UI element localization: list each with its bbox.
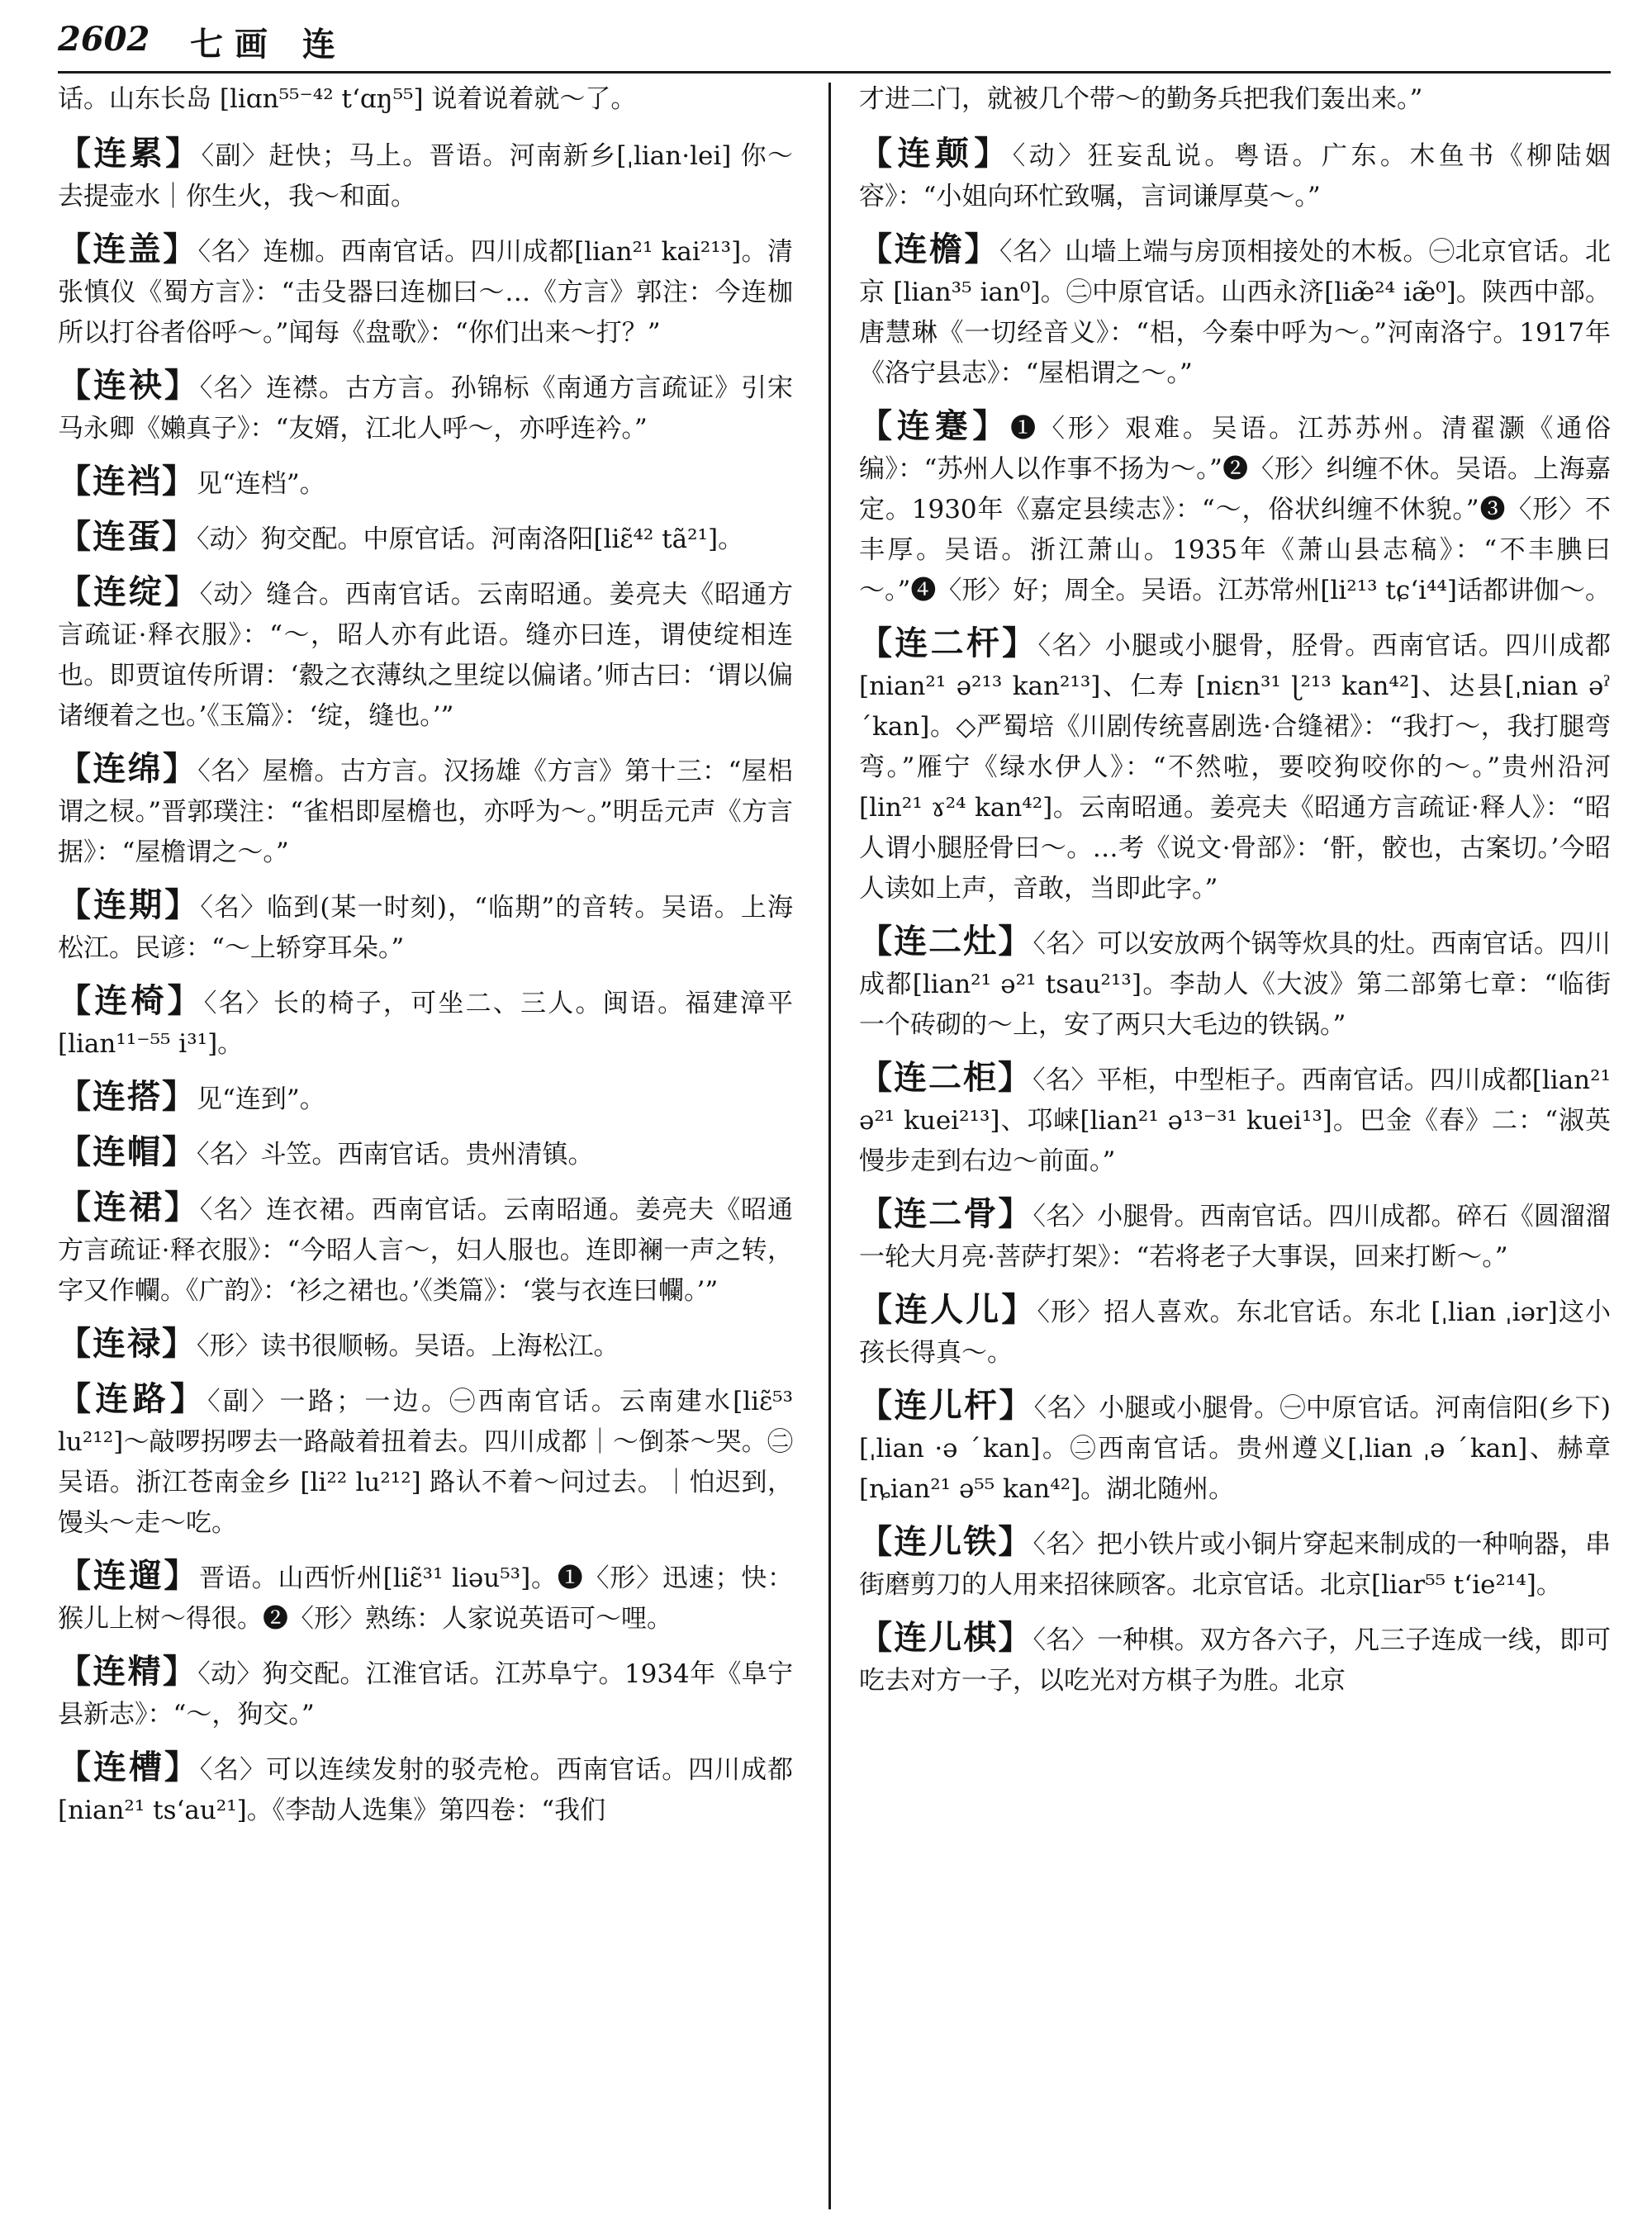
left-column: [58, 79, 793, 2218]
dictionary-entry: [58, 133, 793, 217]
entry-headword: 【连盖】: [58, 230, 198, 268]
entry-definition: 〈名〉斗笠。西南官话。贵州清镇。: [197, 1140, 594, 1170]
dictionary-entry: [58, 1076, 793, 1120]
entry-definition: 〈形〉招人喜欢。东北官话。东北 [ˌlian ˌiər]这小孩长得真～。: [859, 1298, 1611, 1368]
entry-definition: 〈副〉一路；一边。㊀西南官话。云南建水[liɛ̃⁵³ lu²¹²]～敲啰拐啰去一路敲着扭着去。四川成都｜～倒茶～哭。㊁吴语。浙江苍南金乡 [li²² lu²¹²] 路认不着～问过去。｜怕迟到，馒头～走～吃。: [58, 1387, 793, 1538]
entry-definition: 〈名〉小腿或小腿骨，胫骨。西南官话。四川成都[nian²¹ ə²¹³ kan²¹³]、仁寿 [niɛn³¹ ɭ²¹³ kan⁴²]、达县[ˌnian əˀ ˊkan]。◇严蜀培《川剧传统喜剧选·合缝裙》：“我打～，我打腿弯弯。”雁宁《绿水伊人》：“不然啦，要咬狗咬你的～。”贵州沿河 [lin²¹ ɤ²⁴ kan⁴²]。云南昭通。姜亮夫《昭通方言疏证·释人》：“昭人谓小腿胫骨曰～。…考《说文·骨部》：‘骭，骹也，古案切。’今昭人读如上声，音敢，当即此字。”: [859, 631, 1611, 904]
entry-continuation: [859, 79, 1611, 120]
dictionary-entry: [58, 1747, 793, 1831]
page-title: 七画 连: [190, 25, 347, 64]
entry-headword: 【连禄】: [58, 1324, 197, 1363]
entry-definition: 〈名〉连枷。西南官话。四川成都[lian²¹ kai²¹³]。清张慎仪《蜀方言》：“击殳器曰连枷曰～…《方言》郭注：今连枷所以打谷者俗呼～。”闻每《盘歌》：“你们出来～打？”: [58, 237, 793, 348]
entry-definition: 〈名〉把小铁片或小铜片穿起来制成的一种响器，串街磨剪刀的人用来招徕顾客。北京官话。北京[liar⁵⁵ tʻie²¹⁴]。: [859, 1530, 1611, 1600]
entry-definition: 〈名〉一种棋。双方各六子，凡三子连成一线，即可吃去对方一子，以吃光对方棋子为胜。北京: [859, 1625, 1611, 1696]
entry-headword: 【连搭】: [58, 1077, 197, 1116]
dictionary-entry: [859, 1617, 1611, 1701]
entry-headword: 【连绵】: [58, 749, 198, 788]
dictionary-entry: [58, 516, 793, 560]
dictionary-entry: [58, 885, 793, 969]
entry-definition: ❶〈形〉艰难。吴语。江苏苏州。清翟灏《通俗编》：“苏州人以作事不扬为～。”❷〈形〉纠缠不休。吴语。上海嘉定。1930年《嘉定县续志》：“～，俗状纠缠不休貌。”❸〈形〉不丰厚。吴语。浙江萧山。1935年《萧山县志稿》：“不丰腆曰～。”❹〈形〉好；周全。吴语。江苏常州[li²¹³ tɕʻi⁴⁴]话都讲伽～。: [859, 414, 1611, 605]
page-header: [58, 17, 1611, 74]
entry-definition: 〈名〉小腿或小腿骨。㊀中原官话。河南信阳(乡下)[ˌlian ·ə ˊkan]。㊁西南官话。贵州遵义[ˌlian ˌə ˊkan]、赫章 [ȵian²¹ ə⁵⁵ kan⁴²]。湖北随州。: [859, 1393, 1611, 1504]
page-number: 2602: [58, 20, 150, 59]
dictionary-entry: [58, 748, 793, 873]
entry-definition: 见“连到”。: [197, 1084, 325, 1114]
entry-headword: 【连裙】: [58, 1188, 200, 1226]
entry-headword: 【连椅】: [58, 981, 204, 1020]
entry-definition: 〈副〉赶快；马上。晋语。河南新乡[ˌlian·lei] 你～去提壶水｜你生火，我～和面。: [58, 141, 793, 211]
entry-headword: 【连袂】: [58, 366, 200, 405]
dictionary-entry: [859, 133, 1611, 217]
dictionary-entry: [859, 406, 1611, 611]
dictionary-entry: [859, 623, 1611, 909]
dictionary-entry: [58, 1187, 793, 1312]
entry-headword: 【连路】: [58, 1379, 208, 1418]
entry-headword: 【连蛋】: [58, 517, 197, 556]
entry-headword: 【连帽】: [58, 1132, 197, 1171]
entry-headword: 【连裆】: [58, 462, 197, 501]
entry-definition: 〈动〉狗交配。中原官话。河南洛阳[liɛ̃⁴² tã²¹]。: [197, 524, 744, 554]
dictionary-entry: [859, 1521, 1611, 1606]
entry-headword: 【连二骨】: [859, 1194, 1033, 1233]
dictionary-entry: [58, 229, 793, 353]
dictionary-entry: [859, 1289, 1611, 1374]
entry-definition: 〈名〉长的椅子，可坐二、三人。闽语。福建漳平[lian¹¹⁻⁵⁵ i³¹]。: [58, 989, 793, 1059]
entry-headword: 【连二杆】: [859, 624, 1038, 662]
dictionary-entry: [58, 980, 793, 1065]
dictionary-entry: [58, 365, 793, 449]
entry-headword: 【连儿杆】: [859, 1386, 1034, 1425]
dictionary-entry: [58, 1378, 793, 1544]
entry-definition: 〈名〉山墙上端与房顶相接处的木板。㊀北京官话。北京 [lian³⁵ ian⁰]。㊁中原官话。山西永济[liæ̃²⁴ iæ̃⁰]。陕西中部。唐慧琳《一切经音义》：“梠，今秦中呼为～。”河南洛宁。1917年《洛宁县志》：“屋梠谓之～。”: [859, 237, 1611, 388]
entry-definition: 晋语。山西忻州[liɛ̃³¹ liəu⁵³]。❶〈形〉迅速；快：猴儿上树～得很。❷〈形〉熟练：人家说英语可～哩。: [58, 1563, 793, 1634]
entry-definition: 〈名〉平柜，中型柜子。西南官话。四川成都[lian²¹ ə²¹ kuei²¹³]、邛崃[lian²¹ ə¹³⁻³¹ kuei¹³]。巴金《春》二：“淑英慢步走到右边～前面。”: [859, 1065, 1611, 1176]
dictionary-entry: [58, 1651, 793, 1735]
entry-headword: 【连累】: [58, 134, 202, 173]
dictionary-entry: [58, 572, 793, 737]
entry-headword: 【连槽】: [58, 1748, 200, 1786]
entry-headword: 【连绽】: [58, 572, 200, 611]
entry-definition: 见“连档”。: [197, 469, 325, 499]
entry-definition: 〈形〉读书很顺畅。吴语。上海松江。: [197, 1331, 620, 1361]
entry-headword: 【连遛】: [58, 1556, 200, 1595]
dictionary-entry: [58, 1555, 793, 1639]
dictionary-entry: [859, 921, 1611, 1046]
entry-headword: 【连蹇】: [859, 406, 1011, 445]
dictionary-entry: [58, 1323, 793, 1367]
dictionary-entry: [58, 1132, 793, 1175]
entry-definition: 〈动〉狗交配。江淮官话。江苏阜宁。1934年《阜宁县新志》：“～，狗交。”: [58, 1659, 793, 1729]
right-column: [859, 79, 1611, 2218]
entry-definition: 〈动〉缝合。西南官话。云南昭通。姜亮夫《昭通方言疏证·释衣服》：“～，昭人亦有此语。缝亦曰连，谓使绽相连也。即贾谊传所谓：‘縠之衣薄纨之里绽以偏诸。’师古曰：‘谓以偏诸缏着之也。’《玉篇》：‘绽，缝也。’”: [58, 580, 793, 731]
dictionary-entry: [859, 1193, 1611, 1278]
dictionary-entry: [58, 461, 793, 505]
dictionary-entry: [859, 1385, 1611, 1510]
entry-definition: 〈名〉临到(某一时刻)，“临期”的音转。吴语。上海松江。民谚：“～上轿穿耳朵。”: [58, 893, 793, 963]
entry-headword: 【连期】: [58, 885, 201, 924]
entry-headword: 【连儿棋】: [859, 1618, 1033, 1657]
entry-definition: 〈名〉连衣裙。西南官话。云南昭通。姜亮夫《昭通方言疏证·释衣服》：“今昭人言～，妇人服也。连即襕一声之转，字又作幱。《广韵》：‘衫之裙也。’《类篇》：‘裳与衣连曰幱。’”: [58, 1195, 793, 1306]
entry-definition: 〈名〉连襟。古方言。孙锦标《南通方言疏证》引宋马永卿《嬾真子》：“友婿，江北人呼～，亦呼连衿。”: [58, 373, 793, 444]
column-divider: [828, 83, 831, 2209]
entry-headword: 【连儿铁】: [859, 1522, 1033, 1561]
entry-headword: 【连精】: [58, 1652, 198, 1691]
entry-definition: 〈名〉可以安放两个锅等炊具的灶。西南官话。四川成都[lian²¹ ə²¹ tsau²¹³]。李劼人《大波》第二部第七章：“临街一个砖砌的～上，安了两只大毛边的铁锅。”: [859, 929, 1611, 1040]
entry-continuation: [58, 79, 793, 120]
entry-definition: 〈名〉屋檐。古方言。汉扬雄《方言》第十三：“屋梠谓之棂。”晋郭璞注：“雀梠即屋檐也，亦呼为～。”明岳元声《方言据》：“屋檐谓之～。”: [58, 757, 793, 867]
entry-definition: 话。山东长岛 [liɑn⁵⁵⁻⁴² tʻɑŋ⁵⁵] 说着说着就～了。: [58, 84, 637, 114]
entry-headword: 【连二柜】: [859, 1058, 1033, 1097]
entry-headword: 【连二灶】: [859, 922, 1033, 961]
entry-headword: 【连人儿】: [859, 1290, 1037, 1329]
dictionary-entry: [859, 1057, 1611, 1182]
entry-headword: 【连颠】: [859, 134, 1013, 173]
entry-definition: 才进二门，就被几个带～的勤务兵把我们轰出来。”: [859, 84, 1423, 114]
dictionary-entry: [859, 229, 1611, 394]
entry-definition: 〈名〉可以连续发射的驳壳枪。西南官话。四川成都[nian²¹ tsʻau²¹]。《李劼人选集》第四卷：“我们: [58, 1755, 793, 1825]
entry-headword: 【连檐】: [859, 230, 999, 268]
entry-definition: 〈名〉小腿骨。西南官话。四川成都。碎石《圆溜溜一轮大月亮·菩萨打架》：“若将老子大事误，回来打断～。”: [859, 1202, 1611, 1272]
entry-definition: 〈动〉狂妄乱说。粤语。广东。木鱼书《柳陆姻容》：“小姐向环忙致嘱，言词谦厚莫～。”: [859, 141, 1611, 211]
